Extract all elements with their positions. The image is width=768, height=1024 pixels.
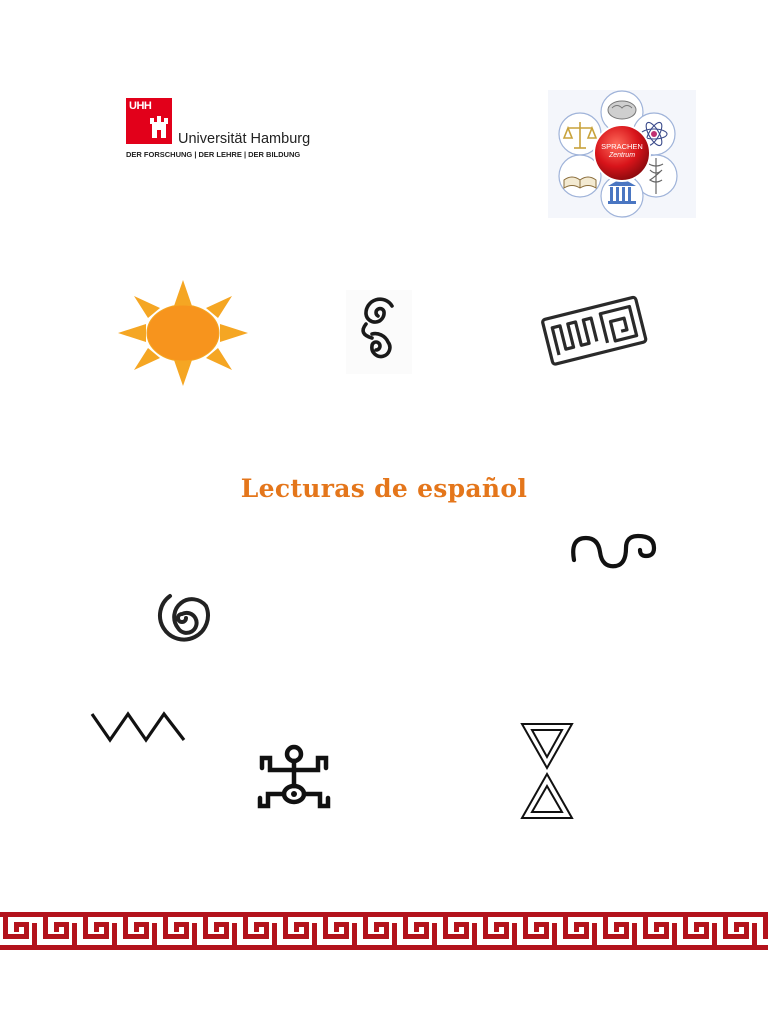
uhh-box-text: UHH [129,100,152,112]
wave-spiral-icon [566,526,664,572]
university-hamburg-logo [126,98,322,160]
university-motto: DER FORSCHUNG | DER LEHRE | DER BILDUNG [126,150,301,159]
page-title: Lecturas de español [240,474,528,503]
spiral-icon [146,580,228,654]
zigzag-icon [88,706,190,746]
double-spiral-icon [346,290,412,374]
university-name: Universität Hamburg [178,131,311,147]
hourglass-triangles-icon [518,720,576,822]
sun-icon [116,278,250,388]
castle-icon [126,98,172,144]
sprachenzentrum-logo [548,90,696,218]
uhh-red-box [126,98,172,144]
meander-spiral-icon [538,290,648,370]
greek-key-border [0,912,768,950]
zentrum-label: Zentrum [608,152,636,159]
frog-petroglyph-icon [254,742,334,814]
sprachen-label: SPRACHEN [601,142,643,151]
